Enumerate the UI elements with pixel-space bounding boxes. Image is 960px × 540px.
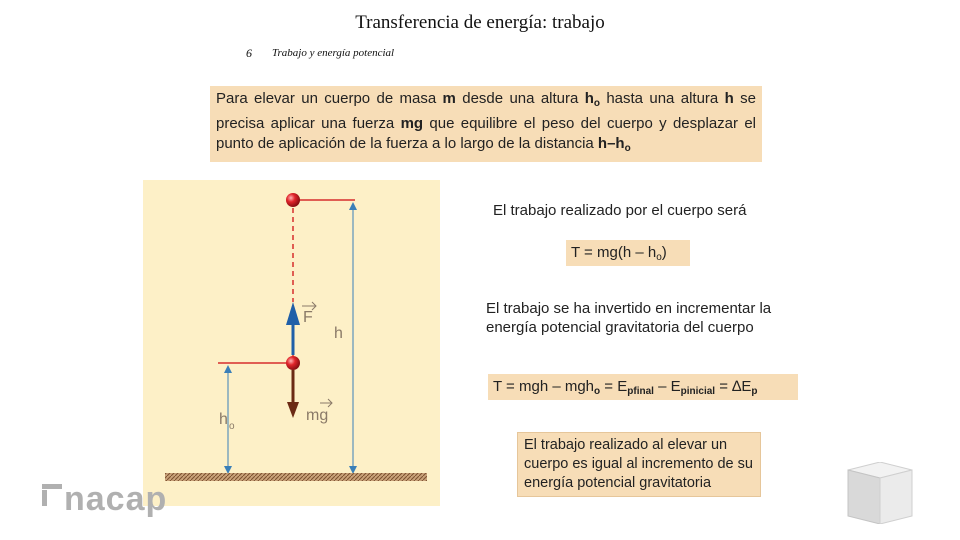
energy-formula: T = mgh – $mgh_o = E_{pfinal} - E_{pinicial} = \Delta E_p$ — [488, 374, 798, 400]
force-arrow-head — [286, 302, 300, 325]
lifting-diagram — [143, 180, 440, 506]
intro-text-4: se precisa aplicar una fuerza — [216, 90, 756, 132]
intro-paragraph — [210, 86, 762, 162]
h0-label-sub: o — [229, 421, 235, 432]
intro-text-5: que equilibre el peso del cuerpo y desplazar el punto de aplicación de la fuerza a lo largo de la distancia — [216, 115, 756, 152]
weight-label: mg — [306, 407, 329, 424]
energy-statement: El trabajo se ha invertido en incrementar la energía potencial gravitatoria del cuerpo — [486, 300, 772, 336]
section-title: Trabajo y energía potencial — [272, 47, 395, 59]
ball-final-position — [286, 193, 300, 207]
ground — [165, 473, 427, 481]
intro-text-2: desde una altura — [455, 90, 585, 107]
intro-h0: $h_o$ — [584, 90, 600, 109]
h0-label: h — [219, 411, 228, 428]
force-label: F — [303, 309, 313, 326]
intro-h: h — [724, 90, 734, 107]
intro-m: m — [442, 90, 456, 107]
inacap-logo-icon — [42, 484, 64, 506]
inacap-logo-text: nacap — [64, 480, 168, 518]
diagram-svg — [143, 180, 440, 506]
intro-text-1: Para elevar un cuerpo de masa — [216, 90, 443, 107]
intro-distance: $h-h_o$ — [597, 135, 631, 154]
conclusion-box: El trabajo realizado al elevar un cuerpo es igual al incremento de su energía potencial gravitatoria — [517, 432, 761, 497]
h-label: h — [334, 325, 343, 342]
intro-mg: mg — [400, 115, 424, 132]
cube-logo-icon — [840, 462, 920, 524]
slide-title: Transferencia de energía: trabajo — [355, 12, 605, 33]
intro-text-3: hasta una altura — [599, 90, 725, 107]
work-statement: El trabajo realizado por el cuerpo será — [493, 202, 747, 219]
ball-initial-position — [286, 356, 300, 370]
work-formula: $T = mg(h - h_o)$ — [566, 240, 690, 266]
section-number: 6 — [246, 46, 252, 60]
weight-arrow-head — [287, 402, 299, 418]
